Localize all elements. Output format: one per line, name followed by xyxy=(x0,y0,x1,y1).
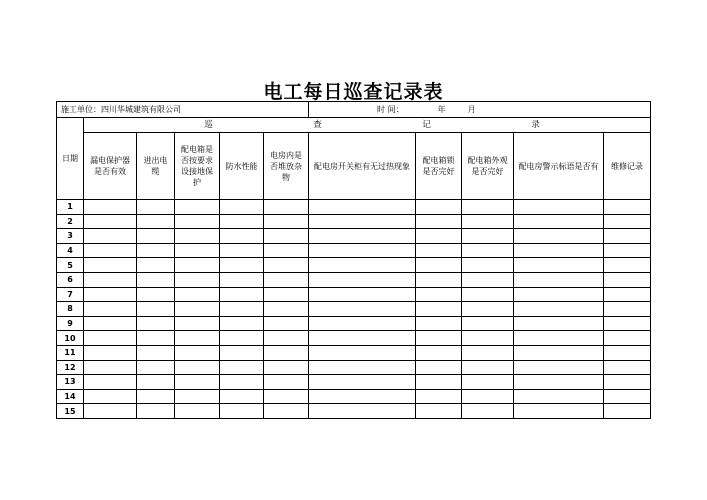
record-cell[interactable] xyxy=(309,302,416,317)
row-number: 5 xyxy=(57,258,84,273)
record-cell[interactable] xyxy=(137,331,175,346)
record-cell[interactable] xyxy=(220,360,264,375)
record-cell[interactable] xyxy=(264,389,309,404)
record-cell[interactable] xyxy=(462,316,514,331)
patrol-record-header xyxy=(84,118,651,133)
record-cell[interactable] xyxy=(84,345,137,360)
column-header: 维修记录 xyxy=(604,133,651,200)
row-number: 15 xyxy=(57,404,84,419)
record-cell[interactable] xyxy=(514,331,604,346)
record-cell[interactable] xyxy=(514,404,604,419)
record-cell[interactable] xyxy=(514,272,604,287)
record-cell[interactable] xyxy=(175,214,220,229)
record-cell[interactable] xyxy=(416,360,462,375)
patrol-char: 录 xyxy=(531,119,540,130)
record-cell[interactable] xyxy=(604,243,651,258)
column-header: 配电箱锁是否完好 xyxy=(416,133,462,200)
record-cell[interactable] xyxy=(514,200,604,215)
record-cell[interactable] xyxy=(220,331,264,346)
record-cell[interactable] xyxy=(604,302,651,317)
record-cell[interactable] xyxy=(175,345,220,360)
month-label: 月 xyxy=(467,105,476,114)
table-row xyxy=(57,272,651,287)
row-number: 12 xyxy=(57,360,84,375)
row-number: 14 xyxy=(57,389,84,404)
record-cell[interactable] xyxy=(264,200,309,215)
record-cell[interactable] xyxy=(416,287,462,302)
record-cell[interactable] xyxy=(220,214,264,229)
row-number: 8 xyxy=(57,302,84,317)
table-row xyxy=(57,302,651,317)
record-cell[interactable] xyxy=(175,229,220,244)
table-row xyxy=(57,258,651,273)
record-cell[interactable] xyxy=(264,316,309,331)
record-cell[interactable] xyxy=(604,331,651,346)
record-cell[interactable] xyxy=(514,287,604,302)
row-number: 6 xyxy=(57,272,84,287)
record-cell[interactable] xyxy=(604,345,651,360)
row-number: 1 xyxy=(57,200,84,215)
table-row xyxy=(57,404,651,419)
record-cell[interactable] xyxy=(220,272,264,287)
record-cell[interactable] xyxy=(604,272,651,287)
column-header: 防水性能 xyxy=(220,133,264,200)
table-row xyxy=(57,375,651,390)
patrol-char: 查 xyxy=(313,119,322,130)
record-cell[interactable] xyxy=(462,404,514,419)
record-cell[interactable] xyxy=(462,331,514,346)
row-number: 3 xyxy=(57,229,84,244)
record-cell[interactable] xyxy=(220,229,264,244)
row-number: 9 xyxy=(57,316,84,331)
record-cell[interactable] xyxy=(416,389,462,404)
record-cell[interactable] xyxy=(264,258,309,273)
year-label: 年 xyxy=(437,105,446,114)
table-row xyxy=(57,243,651,258)
row-number: 7 xyxy=(57,287,84,302)
record-cell[interactable] xyxy=(416,331,462,346)
record-cell[interactable] xyxy=(175,316,220,331)
record-cell[interactable] xyxy=(175,272,220,287)
record-cell[interactable] xyxy=(220,316,264,331)
record-cell[interactable] xyxy=(84,375,137,390)
column-header: 配电房开关柜有无过热现象 xyxy=(309,133,416,200)
record-cell[interactable] xyxy=(84,360,137,375)
record-cell[interactable] xyxy=(462,302,514,317)
table-row xyxy=(57,214,651,229)
record-cell[interactable] xyxy=(462,200,514,215)
table-row xyxy=(57,200,651,215)
record-cell[interactable] xyxy=(514,389,604,404)
record-cell[interactable] xyxy=(220,243,264,258)
record-cell[interactable] xyxy=(137,302,175,317)
record-cell[interactable] xyxy=(264,375,309,390)
record-cell[interactable] xyxy=(137,229,175,244)
record-cell[interactable] xyxy=(514,302,604,317)
record-cell[interactable] xyxy=(416,200,462,215)
record-cell[interactable] xyxy=(264,331,309,346)
record-cell[interactable] xyxy=(84,214,137,229)
record-cell[interactable] xyxy=(175,404,220,419)
record-cell[interactable] xyxy=(604,258,651,273)
table-row xyxy=(57,345,651,360)
record-cell[interactable] xyxy=(264,360,309,375)
record-cell[interactable] xyxy=(416,243,462,258)
record-cell[interactable] xyxy=(309,272,416,287)
record-cell[interactable] xyxy=(462,214,514,229)
record-cell[interactable] xyxy=(604,360,651,375)
record-cell[interactable] xyxy=(462,243,514,258)
record-cell[interactable] xyxy=(309,331,416,346)
record-cell[interactable] xyxy=(175,360,220,375)
table-row xyxy=(57,316,651,331)
inspection-table xyxy=(56,101,651,419)
record-cell[interactable] xyxy=(84,287,137,302)
record-cell[interactable] xyxy=(309,345,416,360)
record-cell[interactable] xyxy=(137,258,175,273)
record-cell[interactable] xyxy=(220,389,264,404)
record-cell[interactable] xyxy=(264,302,309,317)
record-cell[interactable] xyxy=(604,214,651,229)
record-cell[interactable] xyxy=(175,389,220,404)
date-header: 日期 xyxy=(57,118,84,200)
record-cell[interactable] xyxy=(137,287,175,302)
record-cell[interactable] xyxy=(462,375,514,390)
record-cell[interactable] xyxy=(309,229,416,244)
record-cell[interactable] xyxy=(264,345,309,360)
column-header: 漏电保护器是否有效 xyxy=(84,133,137,200)
record-cell[interactable] xyxy=(84,229,137,244)
row-number: 13 xyxy=(57,375,84,390)
data-rows xyxy=(57,200,651,419)
record-cell[interactable] xyxy=(84,331,137,346)
record-cell[interactable] xyxy=(264,287,309,302)
patrol-char: 记 xyxy=(422,119,431,130)
column-header: 进出电缆 xyxy=(137,133,175,200)
record-cell[interactable] xyxy=(309,316,416,331)
record-cell[interactable] xyxy=(462,272,514,287)
column-header: 配电房警示标语是否有 xyxy=(514,133,604,200)
record-cell[interactable] xyxy=(416,272,462,287)
row-number: 2 xyxy=(57,214,84,229)
record-cell[interactable] xyxy=(84,258,137,273)
record-cell[interactable] xyxy=(175,258,220,273)
column-header-row xyxy=(57,133,651,200)
record-cell[interactable] xyxy=(264,229,309,244)
record-cell[interactable] xyxy=(416,258,462,273)
record-cell[interactable] xyxy=(416,302,462,317)
record-cell[interactable] xyxy=(514,229,604,244)
record-cell[interactable] xyxy=(264,214,309,229)
record-cell[interactable] xyxy=(137,375,175,390)
record-cell[interactable] xyxy=(84,316,137,331)
record-cell[interactable] xyxy=(309,214,416,229)
column-header: 电房内是否堆放杂物 xyxy=(264,133,309,200)
construction-unit: 施工单位：四川华城建筑有限公司 xyxy=(57,102,309,118)
record-cell[interactable] xyxy=(264,243,309,258)
record-cell[interactable] xyxy=(604,287,651,302)
record-cell[interactable] xyxy=(309,243,416,258)
record-cell[interactable] xyxy=(309,360,416,375)
record-cell[interactable] xyxy=(309,287,416,302)
record-cell[interactable] xyxy=(514,360,604,375)
table-row xyxy=(57,287,651,302)
row-number: 4 xyxy=(57,243,84,258)
record-cell[interactable] xyxy=(220,375,264,390)
record-cell[interactable] xyxy=(604,404,651,419)
record-cell[interactable] xyxy=(137,214,175,229)
record-cell[interactable] xyxy=(264,272,309,287)
record-cell[interactable] xyxy=(309,375,416,390)
record-cell[interactable] xyxy=(462,258,514,273)
info-row xyxy=(57,102,651,118)
table-row xyxy=(57,389,651,404)
record-cell[interactable] xyxy=(220,404,264,419)
record-cell[interactable] xyxy=(264,404,309,419)
record-cell[interactable] xyxy=(462,287,514,302)
table-row xyxy=(57,360,651,375)
record-cell[interactable] xyxy=(462,389,514,404)
row-number: 10 xyxy=(57,331,84,346)
row-number: 11 xyxy=(57,345,84,360)
record-cell[interactable] xyxy=(514,214,604,229)
record-cell[interactable] xyxy=(604,200,651,215)
record-cell[interactable] xyxy=(416,375,462,390)
record-cell[interactable] xyxy=(309,200,416,215)
record-cell[interactable] xyxy=(84,404,137,419)
record-cell[interactable] xyxy=(514,375,604,390)
record-cell[interactable] xyxy=(84,389,137,404)
record-cell[interactable] xyxy=(416,229,462,244)
record-cell[interactable] xyxy=(514,316,604,331)
record-cell[interactable] xyxy=(84,243,137,258)
time-field xyxy=(309,102,651,118)
record-cell[interactable] xyxy=(84,302,137,317)
record-cell[interactable] xyxy=(137,316,175,331)
record-cell[interactable] xyxy=(514,345,604,360)
record-cell[interactable] xyxy=(137,404,175,419)
patrol-header-row xyxy=(57,118,651,133)
record-cell[interactable] xyxy=(175,200,220,215)
record-cell[interactable] xyxy=(220,200,264,215)
record-cell[interactable] xyxy=(220,302,264,317)
record-cell[interactable] xyxy=(416,404,462,419)
record-cell[interactable] xyxy=(220,258,264,273)
record-cell[interactable] xyxy=(84,200,137,215)
record-cell[interactable] xyxy=(175,375,220,390)
record-cell[interactable] xyxy=(137,200,175,215)
record-cell[interactable] xyxy=(220,287,264,302)
record-cell[interactable] xyxy=(416,214,462,229)
record-cell[interactable] xyxy=(604,316,651,331)
record-cell[interactable] xyxy=(175,331,220,346)
column-header: 配电箱是否按要求设接地保护 xyxy=(175,133,220,200)
record-cell[interactable] xyxy=(137,360,175,375)
record-cell[interactable] xyxy=(514,258,604,273)
record-cell[interactable] xyxy=(137,389,175,404)
record-cell[interactable] xyxy=(137,272,175,287)
column-header: 配电箱外观是否完好 xyxy=(462,133,514,200)
time-label: 时 间： xyxy=(377,105,404,114)
record-cell[interactable] xyxy=(604,389,651,404)
patrol-char: 巡 xyxy=(204,119,213,130)
record-cell[interactable] xyxy=(137,243,175,258)
record-cell[interactable] xyxy=(309,258,416,273)
record-cell[interactable] xyxy=(220,345,264,360)
record-cell[interactable] xyxy=(604,229,651,244)
record-cell[interactable] xyxy=(84,272,137,287)
table-row xyxy=(57,331,651,346)
record-cell[interactable] xyxy=(462,345,514,360)
record-cell[interactable] xyxy=(175,287,220,302)
record-cell[interactable] xyxy=(137,345,175,360)
record-cell[interactable] xyxy=(309,389,416,404)
record-cell[interactable] xyxy=(309,404,416,419)
table-row xyxy=(57,229,651,244)
record-cell[interactable] xyxy=(514,243,604,258)
record-cell[interactable] xyxy=(416,316,462,331)
record-cell[interactable] xyxy=(462,229,514,244)
page-title: 电工每日巡查记录表 xyxy=(263,81,444,103)
record-cell[interactable] xyxy=(175,302,220,317)
record-cell[interactable] xyxy=(604,375,651,390)
record-cell[interactable] xyxy=(175,243,220,258)
record-cell[interactable] xyxy=(416,345,462,360)
record-cell[interactable] xyxy=(462,360,514,375)
